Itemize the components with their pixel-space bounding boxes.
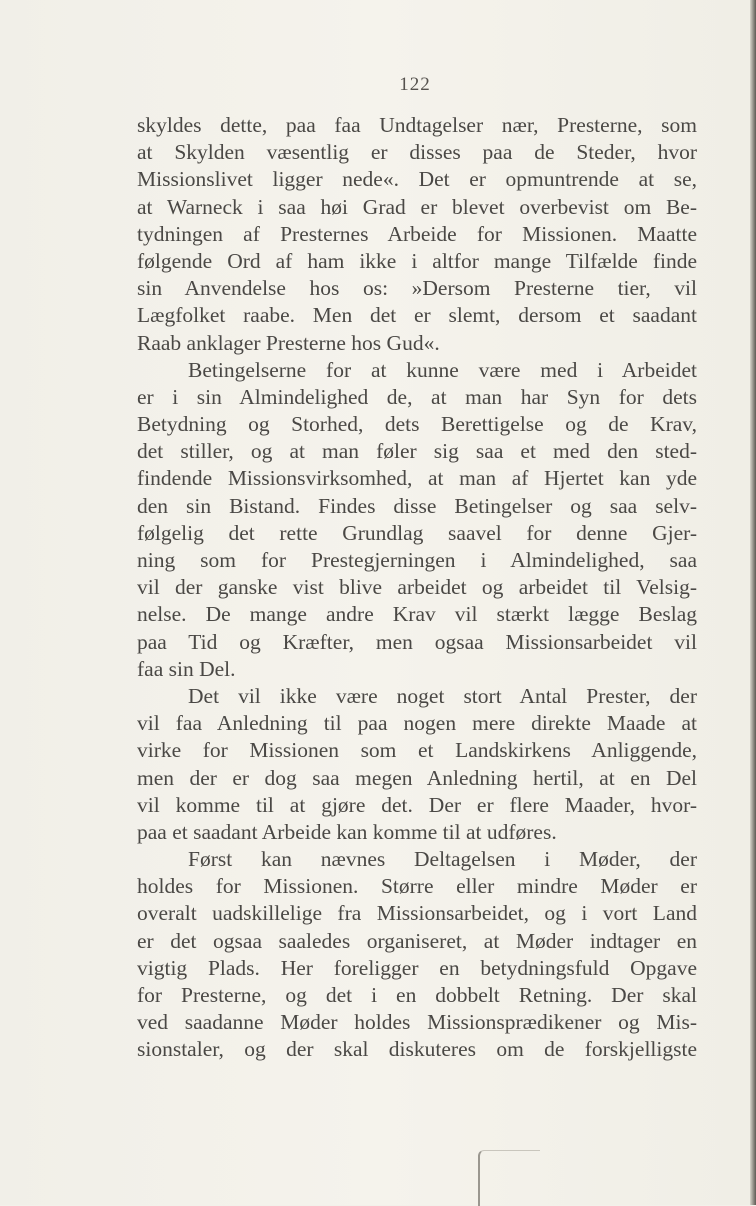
text-line: ved saadanne Møder holdes Missionsprædikener og Mis-	[137, 1010, 697, 1035]
text-line: ning som for Prestegjerningen i Almindelighed, saa	[137, 548, 697, 572]
text-line: den sin Bistand. Findes disse Betingelser og saa selv-	[137, 493, 697, 518]
page-number: 122	[399, 74, 431, 95]
text-line: Raab anklager Presterne hos Gud«.	[137, 330, 440, 355]
text-line: Betydning og Storhed, dets Berettigelse og de Krav,	[137, 412, 697, 437]
text-line: holdes for Missionen. Større eller mindre Møder er	[137, 874, 697, 899]
text-line: er det ogsaa saaledes organiseret, at Møder indtager en	[137, 928, 697, 953]
text-line: er i sin Almindelighed de, at man har Syn for dets	[137, 384, 697, 409]
page-edge-shadow	[750, 0, 756, 1205]
text-line: det stiller, og at man føler sig saa et med den sted-	[137, 439, 697, 464]
text-line: at Warneck i saa høi Grad er blevet overbevist om Be-	[137, 194, 697, 219]
text-line: følgelig det rette Grundlag saavel for denne Gjer-	[137, 520, 697, 545]
text-line: paa et saadant Arbeide kan komme til at udføres.	[137, 819, 557, 844]
text-line: skyldes dette, paa faa Undtagelser nær, Presterne, som	[137, 113, 697, 137]
text-line: vigtig Plads. Her foreligger en betydningsfuld Opgave	[137, 955, 697, 980]
text-line: men der er dog saa megen Anledning hertil, at en Del	[137, 765, 697, 790]
body-text	[137, 112, 697, 1064]
text-line: at Skylden væsentlig er disses paa de Steder, hvor	[137, 140, 697, 165]
paragraph-start-line: Først kan nævnes Deltagelsen i Møder, der	[188, 847, 697, 872]
paragraph-start-line: Betingelserne for at kunne være med i Arbeidet	[188, 357, 697, 382]
scan-corner-mark	[478, 1150, 540, 1206]
text-line: Missionslivet ligger nede«. Det er opmuntrende at se,	[137, 167, 697, 192]
paragraph-start-line: Det vil ikke være noget stort Antal Prester, der	[188, 683, 697, 708]
text-line: faa sin Del.	[137, 656, 236, 681]
text-line: vil faa Anledning til paa nogen mere direkte Maade at	[137, 711, 697, 736]
text-line: findende Missionsvirksomhed, at man af Hjertet kan yde	[137, 466, 697, 491]
text-line: nelse. De mange andre Krav vil stærkt lægge Beslag	[137, 602, 697, 627]
text-line: følgende Ord af ham ikke i altfor mange Tilfælde finde	[137, 248, 697, 273]
text-line: for Presterne, og det i en dobbelt Retning. Der skal	[137, 983, 697, 1007]
text-line: vil der ganske vist blive arbeidet og arbeidet til Velsig-	[137, 575, 697, 600]
text-line: Lægfolket raabe. Men det er slemt, dersom et saadant	[137, 303, 697, 328]
text-line: tydningen af Presternes Arbeide for Missionen. Maatte	[137, 221, 697, 246]
text-line: virke for Missionen som et Landskirkens Anliggende,	[137, 738, 697, 763]
text-line: paa Tid og Kræfter, men ogsaa Missionsarbeidet vil	[137, 629, 697, 654]
text-line: overalt uadskillelige fra Missionsarbeidet, og i vort Land	[137, 901, 697, 926]
text-line: sionstaler, og der skal diskuteres om de forskjelligste	[137, 1037, 697, 1062]
text-line: vil komme til at gjøre det. Der er flere Maader, hvor-	[137, 792, 697, 817]
text-line: sin Anvendelse hos os: »Dersom Presterne tier, vil	[137, 276, 697, 301]
